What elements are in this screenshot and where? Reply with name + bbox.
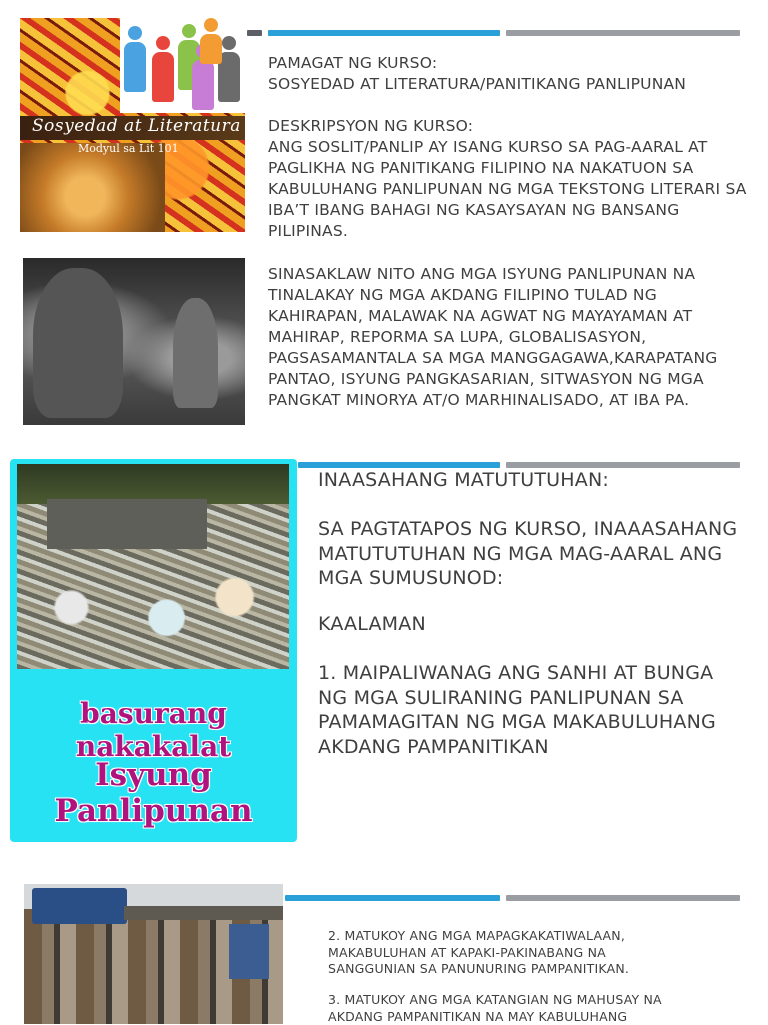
knowledge-category: KAALAMAN <box>318 613 426 635</box>
outcomes-heading: INAASAHANG MATUTUTUHAN: <box>318 469 609 491</box>
sosyedad-literatura-image <box>20 18 245 232</box>
accent-bar-gray <box>506 30 740 36</box>
shanty-town-photo <box>24 884 283 1024</box>
caption-garbage: basurang nakakalat <box>75 697 232 763</box>
accent-bar-left <box>247 30 262 36</box>
image-subtitle-overlay: Modyul sa Lit 101 <box>78 142 179 155</box>
description-text: ANG SOSLIT/PANLIP AY ISANG KURSO SA PAG-AARAL AT PAGLIKHA NG PANITIKANG FILIPINO NA NAKATUON SA KABULUHANG PANLIPUNAN NG MGA TEKSTONG LITERARI SA IBA’T IBANG BAHAGI NG KASAYSAYAN NG BANSANG PILIPINAS. <box>268 138 752 240</box>
accent-bar-blue <box>285 895 500 901</box>
outcome-item-2: 2. MATUKOY ANG MGA MAPAGKAKATIWALAAN, MAKABULUHAN AT KAPAKI-PAKINABANG NA SANGGUNIAN SA PANUNURING PAMPANITIKAN. <box>328 928 630 976</box>
slide-outcomes-continued <box>0 870 768 1024</box>
course-title-heading: PAMAGAT NG KURSO: <box>268 54 438 72</box>
outcome-item-3: 3. MATUKOY ANG MGA KATANGIAN NG MAHUSAY NA AKDANG PAMPANITIKAN NA MAY KABULUHANG <box>328 992 666 1024</box>
outcome-item-1: 1. MAIPALIWANAG ANG SANHI AT BUNGA NG MGA SULIRANING PANLIPUNAN SA PAMAMAGITAN NG MGA MAKABULUHANG AKDANG PAMPANITIKAN <box>318 662 723 758</box>
accent-bar-blue <box>268 30 500 36</box>
poverty-photo <box>23 258 245 425</box>
scope-text: SINASAKLAW NITO ANG MGA ISYUNG PANLIPUNAN NA TINALAKAY NG MGA AKDANG FILIPINO TULAD NG KAHIRAPAN, MALAWAK NA AGWAT NG MAYAYAMAN AT MAHIRAP, REPORMA SA LUPA, GLOBALISASYON, PAGSASAMANTALA SA MGA MANGGAGAWA,KARAPATANG PANTAO, ISYUNG PANGKASARIAN, SITWASYON NG MGA PANGKAT MINORYA AT/O MARHINALISADO, AT IBA PA. <box>268 265 723 409</box>
caption-social-issue: Isyung Panlipunan <box>54 757 253 829</box>
accent-bar-gray <box>506 895 740 901</box>
course-title-value: SOSYEDAD AT LITERATURA/PANITIKANG PANLIPUNAN <box>268 75 687 93</box>
image-title-overlay: Sosyedad at Literatura <box>32 116 241 136</box>
slide-learning-outcomes <box>0 448 768 858</box>
outcomes-intro: SA PAGTATAPOS NG KURSO, INAAASAHANG MATUTUTUHAN NG MGA MAG-AARAL ANG MGA SUMUSUNOD: <box>318 518 744 589</box>
description-heading: DESKRIPSYON NG KURSO: <box>268 117 474 135</box>
garbage-photo <box>17 464 289 669</box>
slide-course-overview <box>0 0 768 440</box>
garbage-issue-image <box>10 459 297 842</box>
